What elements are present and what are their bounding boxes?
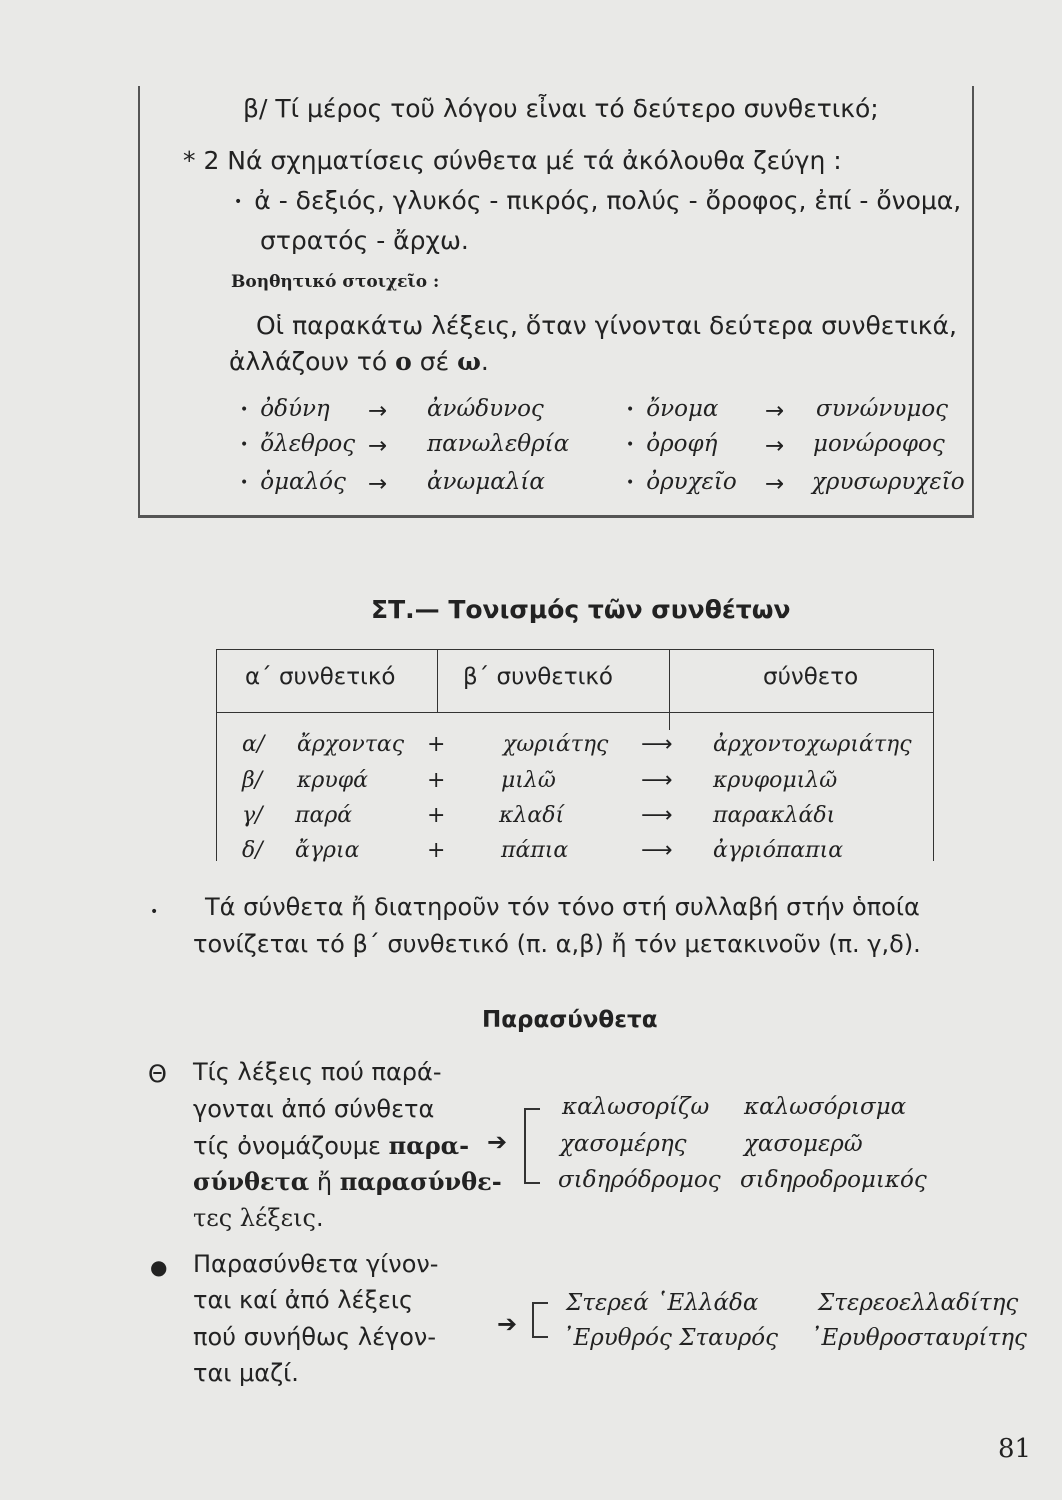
- rule-line-2: τονίζεται τό β΄ συνθετικό (π. α,β) ἤ τόν μετακινοῦν (π. γ,δ).: [193, 930, 921, 958]
- pairs-line-2: στρατός - ἄρχω.: [260, 226, 469, 255]
- page-number: 81: [998, 1434, 1032, 1464]
- plus-sign: +: [427, 768, 446, 793]
- arrow-icon: ⟶: [641, 803, 673, 828]
- example-from: ὀδύνη: [260, 396, 330, 422]
- hint-text-2c: .: [480, 347, 489, 376]
- header-second: β΄ συνθετικό: [463, 664, 613, 690]
- derived-word: Στερεοελλαδίτης: [818, 1290, 1019, 1316]
- arrow-icon: ⟶: [641, 838, 673, 863]
- hint-text-2b: σέ: [411, 347, 458, 376]
- derived-word: καλωσόρισμα: [744, 1094, 907, 1120]
- def-text: .: [315, 1204, 324, 1232]
- example-from: ὄνομα: [646, 396, 719, 422]
- header-result: σύνθετο: [763, 664, 859, 690]
- bullet: •: [626, 475, 635, 491]
- derived-word: σιδηροδρομικός: [740, 1167, 927, 1193]
- arrow-icon: ⟶: [641, 768, 673, 793]
- compound-word: καλωσορίζω: [562, 1094, 710, 1120]
- hint-title: Βοηθητικό στοιχεῖο :: [231, 272, 440, 292]
- pairs-line-1: [234, 186, 961, 215]
- arrow-icon: →: [765, 471, 785, 497]
- arrow-icon: ➔: [497, 1310, 518, 1338]
- section-title: ΣΤ.— Τονισμός τῶν συνθέτων: [371, 595, 791, 624]
- def-line-4: [193, 1167, 502, 1196]
- example-to: συνώνυμος: [816, 396, 949, 422]
- def-term: παρασύνθε-: [339, 1167, 502, 1196]
- compound-word: χασομέρης: [560, 1131, 687, 1157]
- example-left-1: [240, 396, 330, 422]
- bullet: •: [234, 194, 243, 210]
- derived-word: χασομερῶ: [744, 1131, 863, 1157]
- arrow-icon: →: [368, 471, 388, 497]
- example-from: ὀρυχεῖο: [646, 469, 737, 495]
- row-second: χωριάτης: [503, 732, 609, 757]
- example-left-2: [240, 431, 355, 457]
- pairs-text-1: ἀ - δεξιός, γλυκός - πικρός, πολύς - ὄροφος, ἐπί - ὄνομα,: [254, 186, 962, 215]
- example-right-1: [626, 396, 718, 422]
- plus-sign: +: [427, 803, 446, 828]
- arrow-icon: →: [368, 433, 388, 459]
- header-first: α΄ συνθετικό: [245, 664, 396, 690]
- example-from: ὀροφή: [646, 431, 718, 457]
- task-2: [183, 146, 842, 175]
- def-term: παρα-: [388, 1131, 470, 1160]
- second-line-2: ται καί ἀπό λέξεις: [193, 1286, 414, 1314]
- table-divider: [437, 650, 438, 712]
- example-right-3: [626, 469, 737, 495]
- example-to: ἀνωμαλία: [427, 469, 545, 495]
- hint-text-2: [229, 347, 489, 376]
- row-result: κρυφομιλῶ: [713, 768, 838, 793]
- second-line-3: πού συνήθως λέγον-: [193, 1323, 436, 1351]
- rule-bullet: •: [150, 904, 159, 920]
- bracket-icon: [524, 1108, 540, 1184]
- row-result: παρακλάδι: [713, 803, 836, 828]
- arrow-icon: ⟶: [641, 732, 673, 757]
- example-to: χρυσωρυχεῖο: [812, 469, 965, 495]
- bullet: •: [240, 475, 249, 491]
- row-first: ἄρχοντας: [297, 732, 405, 757]
- example-to: μονώροφος: [813, 431, 945, 457]
- def-text: τίς ὀνομάζουμε: [193, 1132, 389, 1160]
- example-to: ἀνώδυνος: [427, 396, 544, 422]
- second-line-1: Παρασύνθετα γίνον-: [193, 1250, 439, 1278]
- arrow-icon: →: [368, 398, 388, 424]
- dot-bullet: ●: [150, 1255, 168, 1279]
- bullet: •: [626, 437, 635, 453]
- letter-omega: ω: [457, 347, 481, 376]
- def-term: σύνθετα: [193, 1167, 310, 1196]
- row-first: ἄγρια: [295, 838, 360, 863]
- bullet: •: [240, 402, 249, 418]
- arrow-icon: →: [765, 398, 785, 424]
- star-marker: *: [183, 146, 196, 175]
- bullet: •: [626, 402, 635, 418]
- row-label: α/: [242, 732, 265, 757]
- hint-text-2a: ἀλλάζουν τό: [229, 347, 396, 376]
- example-from: ὄλεθρος: [260, 431, 356, 457]
- parasyntheta-title: Παρασύνθετα: [482, 1007, 658, 1033]
- rule-line-1: Τά σύνθετα ἤ διατηροῦν τόν τόνο στή συλλαβή στήν ὁποία: [205, 893, 920, 921]
- phrase-word: Στερεά ῾Ελλάδα: [566, 1290, 759, 1316]
- hint-text-1: Οἱ παρακάτω λέξεις, ὅταν γίνονται δεύτερα συνθετικά,: [256, 311, 957, 340]
- def-term: τες λέξεις: [193, 1204, 316, 1232]
- row-second: κλαδί: [499, 803, 565, 828]
- question-b: β/ Τί μέρος τοῦ λόγου εἶναι τό δεύτερο συνθετικό;: [243, 94, 879, 123]
- def-line-5: [193, 1204, 324, 1232]
- row-second: πάπια: [501, 838, 569, 863]
- def-line-3: [193, 1131, 469, 1160]
- letter-o: ο: [395, 347, 412, 376]
- row-result: ἀρχοντοχωριάτης: [713, 732, 912, 757]
- row-label: δ/: [242, 838, 263, 863]
- example-from: ὁμαλός: [260, 469, 346, 495]
- derived-word: ᾿Ερυθροσταυρίτης: [810, 1325, 1027, 1351]
- row-second: μιλῶ: [501, 768, 556, 793]
- bracket-icon: [532, 1302, 548, 1338]
- plus-sign: +: [427, 838, 446, 863]
- phrase-word: ᾿Ερυθρός Σταυρός: [562, 1325, 778, 1351]
- bullet: •: [240, 437, 249, 453]
- row-first: παρά: [295, 803, 353, 828]
- compound-word: σιδηρόδρομος: [558, 1167, 721, 1193]
- def-text: ἤ: [309, 1168, 340, 1196]
- theta-symbol: Θ: [148, 1060, 167, 1088]
- example-right-2: [626, 431, 717, 457]
- arrow-icon: ➔: [487, 1128, 508, 1156]
- row-first: κρυφά: [297, 768, 368, 793]
- accent-table: [216, 649, 934, 861]
- table-divider: [669, 650, 670, 730]
- row-result: ἀγριόπαπια: [713, 838, 844, 863]
- row-label: γ/: [242, 803, 263, 828]
- arrow-icon: →: [765, 433, 785, 459]
- def-line-2: γονται ἀπό σύνθετα: [193, 1095, 435, 1123]
- example-left-3: [240, 469, 346, 495]
- second-line-4: ται μαζί.: [193, 1359, 299, 1387]
- def-line-1: Τίς λέξεις πού παρά-: [193, 1058, 442, 1086]
- task-2-text: 2 Νά σχηματίσεις σύνθετα μέ τά ἀκόλουθα ζεύγη :: [203, 146, 842, 175]
- plus-sign: +: [427, 732, 446, 757]
- row-label: β/: [242, 768, 263, 793]
- table-header-rule: [217, 712, 933, 713]
- example-to: πανωλεθρία: [427, 431, 570, 457]
